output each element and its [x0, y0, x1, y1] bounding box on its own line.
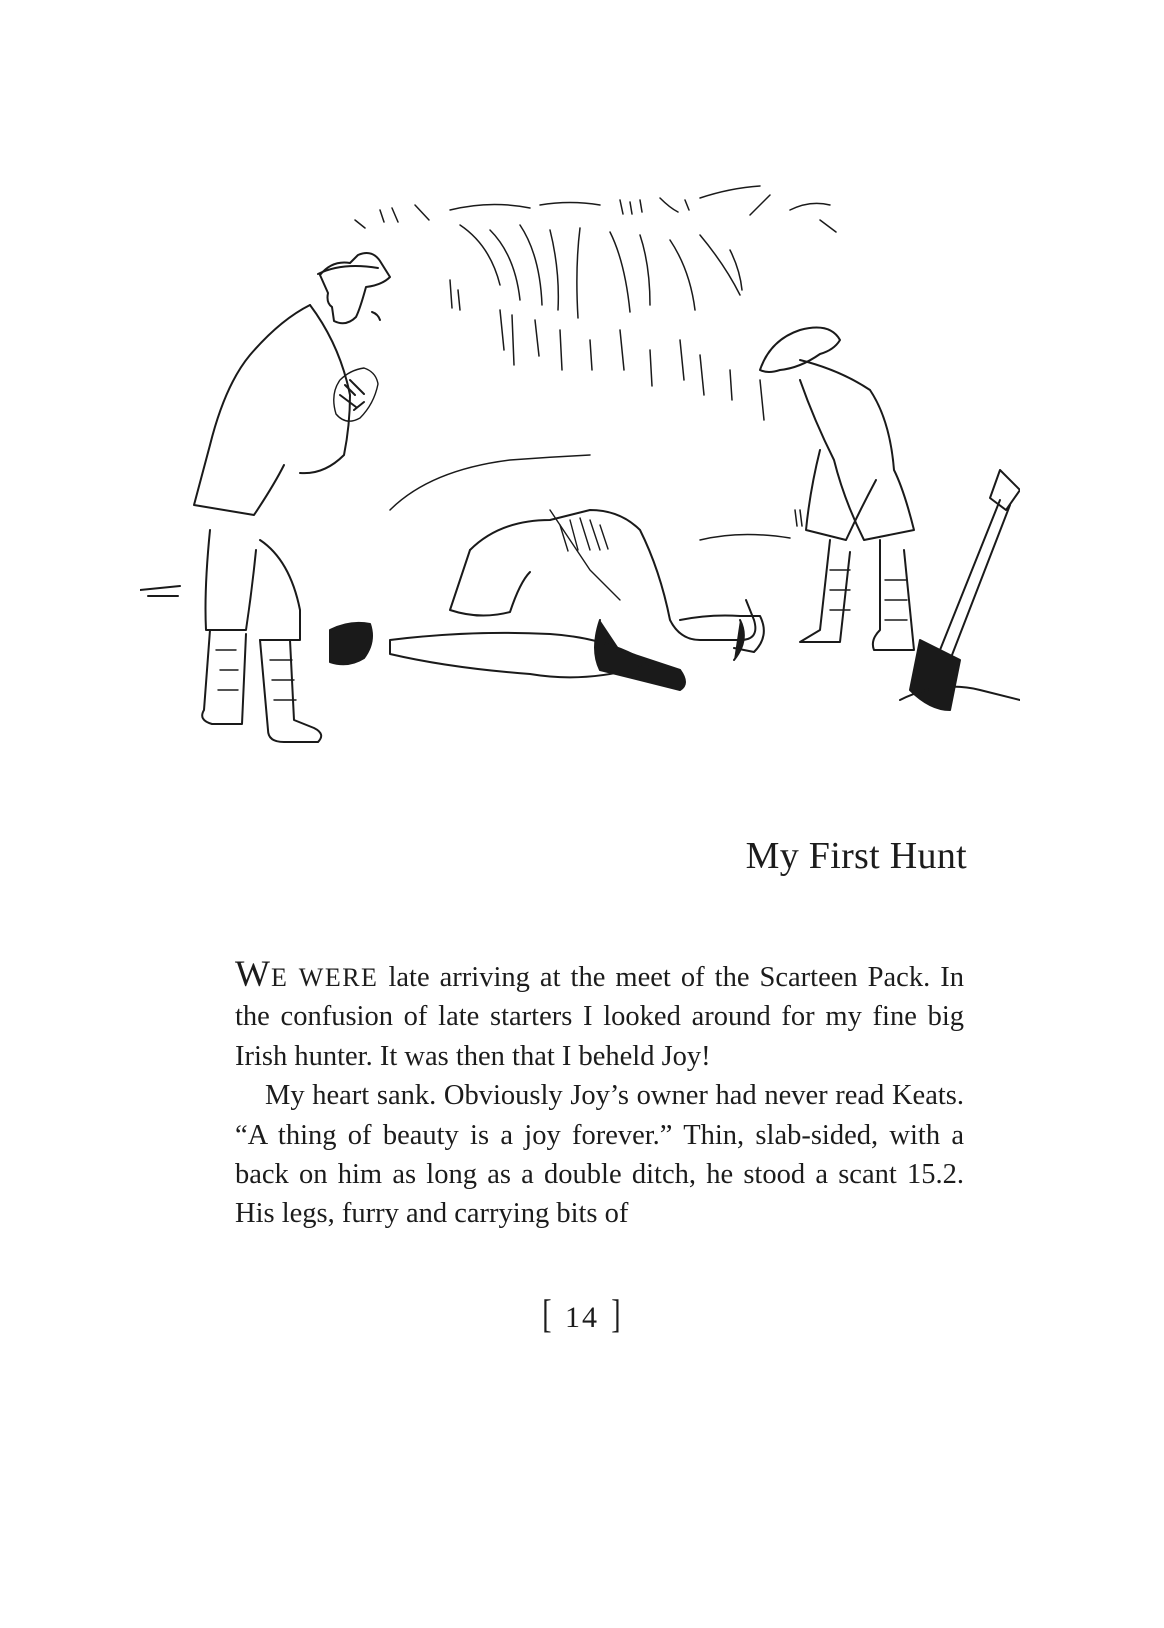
chapter-title: My First Hunt: [745, 835, 967, 877]
folio-right-bracket: ]: [610, 1291, 622, 1336]
small-caps-opening: E WERE: [270, 963, 379, 992]
spade: [900, 470, 1020, 710]
illustration-drawing: [140, 180, 1020, 760]
man-in-hole: [390, 510, 764, 690]
page-number: 14: [565, 1301, 599, 1334]
hedge-bank: [355, 186, 836, 540]
paragraph-1: [235, 955, 964, 1076]
man-with-cap: [760, 328, 914, 650]
man-with-pipe: [140, 253, 390, 742]
body-text: [235, 955, 964, 1234]
folio-left-bracket: [: [542, 1291, 554, 1336]
paragraph-2: My heart sank. Obviously Joy’s owner had never read Keats. “A thing of beauty is a joy forever.” Thin, slab-sided, with a back on him as long as a double ditch, he stood a scant 15.2. His legs, furry and carrying bits of: [235, 1080, 964, 1230]
page-number-folio: [0, 1290, 1164, 1337]
drop-cap: W: [235, 954, 271, 995]
hunting-scene-illustration: [140, 180, 1020, 760]
paragraph-1-text: late arriving at the meet of the Scarteen Pack. In the confusion of late starters I looked around for my fine big Irish hunter. It was then that I beheld Joy!: [235, 962, 964, 1072]
